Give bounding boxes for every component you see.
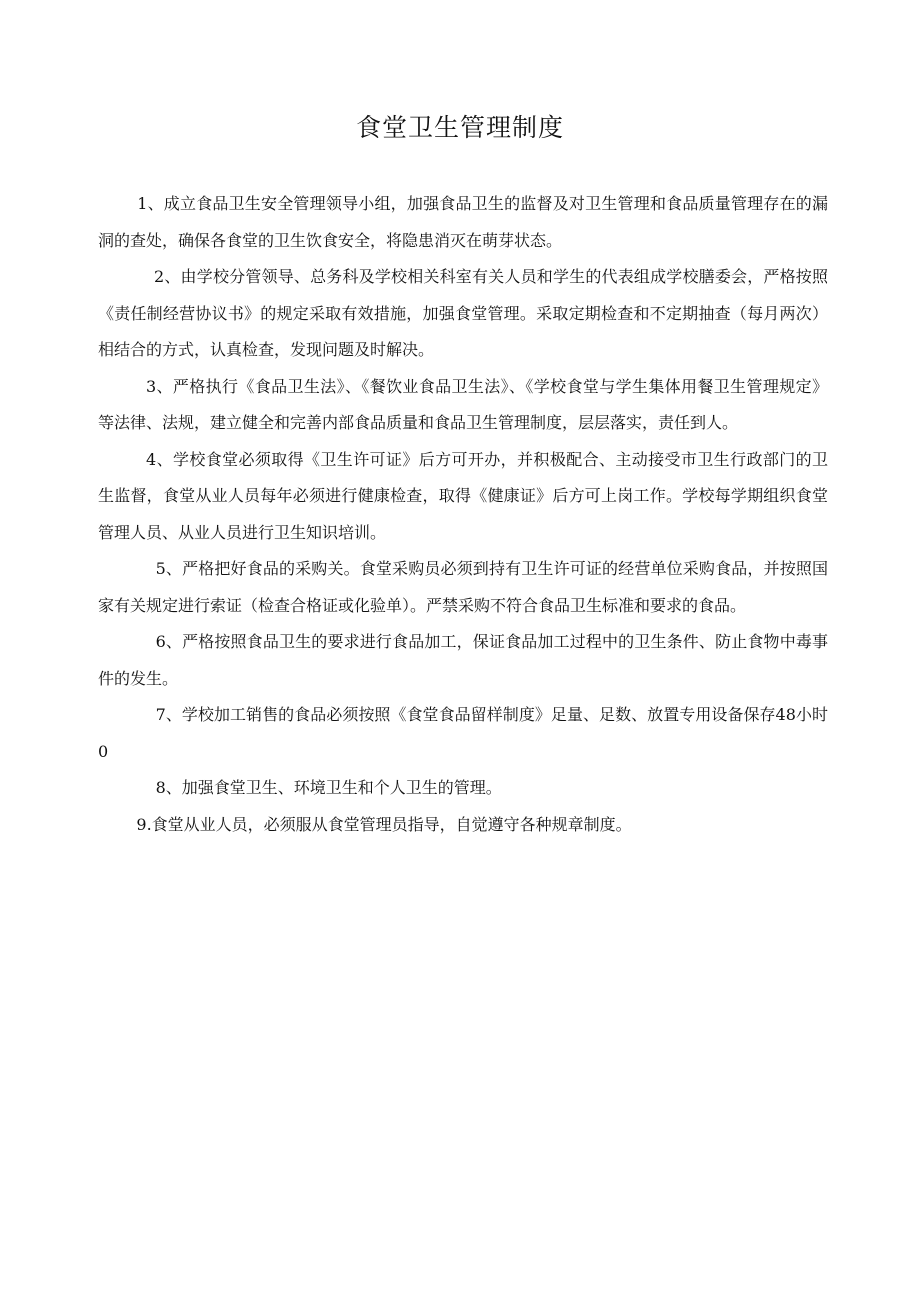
paragraph-6: 6、严格按照食品卫生的要求进行食品加工，保证食品加工过程中的卫生条件、防止食物中毒事件的发生。 bbox=[98, 632, 828, 688]
paragraph-3: 3、严格执行《食品卫生法》、《餐饮业食品卫生法》、《学校食堂与学生集体用餐卫生管理规定》等法律、法规，建立健全和完善内部食品质量和食品卫生管理制度，层层落实，责任到人。 bbox=[98, 376, 828, 432]
paragraph-8: 8、加强食堂卫生、环境卫生和个人卫生的管理。 bbox=[155, 778, 502, 797]
document-body bbox=[98, 186, 828, 843]
document-title: 食堂卫生管理制度 bbox=[355, 113, 564, 142]
paragraph-1: 1、成立食品卫生安全管理领导小组，加强食品卫生的监督及对卫生管理和食品质量管理存在的漏洞的查处，确保各食堂的卫生饮食安全，将隐患消灭在萌芽状态。 bbox=[98, 194, 828, 250]
paragraph-2: 2、由学校分管领导、总务科及学校相关科室有关人员和学生的代表组成学校膳委会，严格按照《责任制经营协议书》的规定采取有效措施，加强食堂管理。采取定期检查和不定期抽查（每月两次）相结合的方式，认真检查，发现问题及时解决。 bbox=[98, 267, 828, 359]
paragraph-9: 9.食堂从业人员，必须服从食堂管理员指导，自觉遵守各种规章制度。 bbox=[136, 814, 632, 834]
paragraph-5: 5、严格把好食品的采购关。食堂采购员必须到持有卫生许可证的经营单位采购食品，并按照国家有关规定进行索证（检查合格证或化验单）。严禁采购不符合食品卫生标准和要求的食品。 bbox=[98, 559, 828, 615]
paragraph-7: 7、学校加工销售的食品必须按照《食堂食品留样制度》足量、足数、放置专用设备保存48小时0 bbox=[98, 705, 828, 761]
paragraph-4: 4、学校食堂必须取得《卫生许可证》后方可开办，并积极配合、主动接受市卫生行政部门的卫生监督，食堂从业人员每年必须进行健康检查，取得《健康证》后方可上岗工作。学校每学期组织食堂管理人员、从业人员进行卫生知识培训。 bbox=[98, 449, 828, 542]
